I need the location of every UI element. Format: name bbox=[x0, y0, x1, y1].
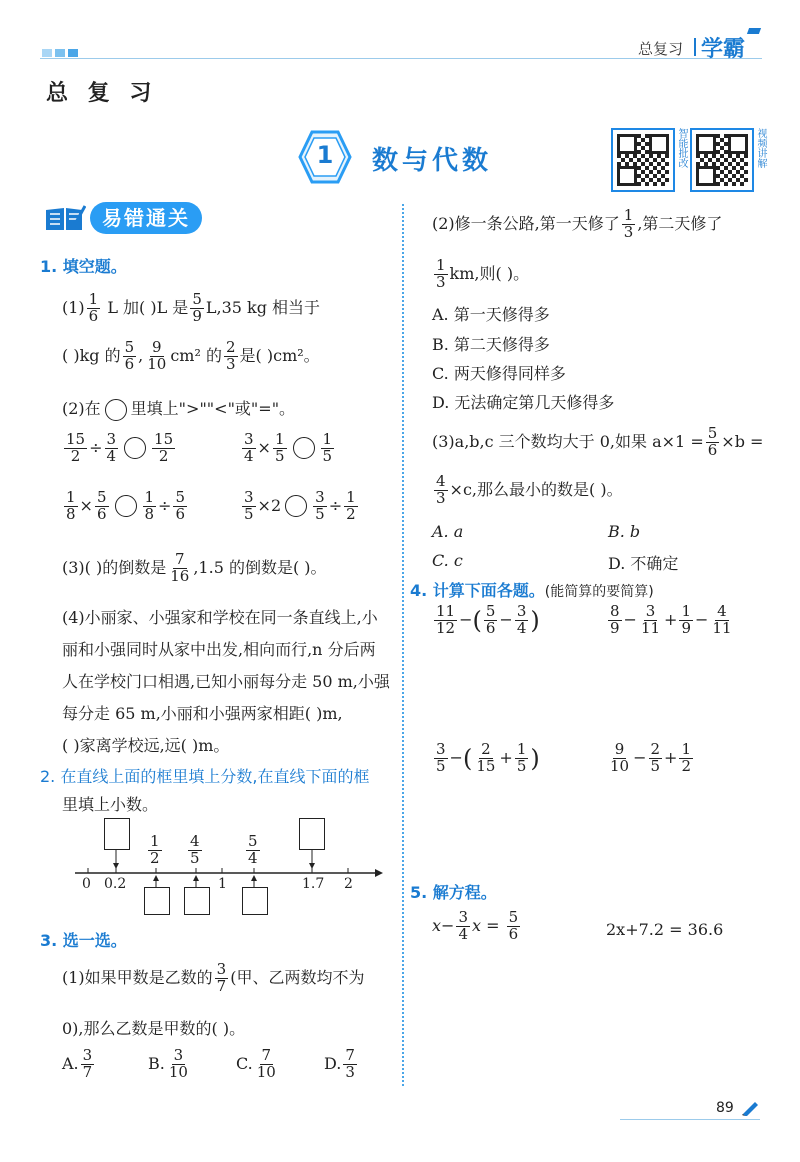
q4-heading bbox=[410, 578, 654, 601]
option-b[interactable]: B. bbox=[148, 1053, 165, 1073]
option-d[interactable]: D. bbox=[324, 1053, 342, 1073]
compare-circle bbox=[105, 399, 127, 421]
q3-p2-text3: km,则( )。 bbox=[449, 263, 530, 283]
qr-label-video: 视频讲解 bbox=[755, 128, 766, 168]
q4-note: (能简算的要简算) bbox=[544, 584, 654, 600]
q3-p3-line2: $\frac{4}{3}$ ×c,那么最小的数是( )。 bbox=[436, 472, 623, 507]
q1-p4-2: 丽和小强同时从家中出发,相向而行,n 分后两 bbox=[62, 640, 376, 659]
q3-opt3-c[interactable]: C. c bbox=[432, 551, 463, 570]
q1-p4-5: ( )家离学校远,远( )m。 bbox=[62, 736, 230, 755]
q3-opt3-b[interactable]: B. b bbox=[608, 522, 641, 541]
q3-p2-line1: (2)修一条公路,第一天修了 $\frac{1}{3}$ ,第二天修了 bbox=[432, 206, 723, 241]
banner-label: 易错通关 bbox=[90, 202, 202, 234]
fraction: $\frac{9}{10}$ bbox=[147, 338, 167, 373]
compare-circle[interactable] bbox=[115, 495, 137, 517]
q1-p1-text5: 是( )cm²。 bbox=[239, 345, 320, 365]
q3-p2-text: (2)修一条公路,第一天修了 bbox=[432, 213, 620, 233]
q3-p1-line2: 0),那么乙数是甲数的( )。 bbox=[62, 1019, 246, 1038]
qr-label-grading: 智能批改 bbox=[676, 128, 687, 168]
q3-opt3-d[interactable]: D. 不确定 bbox=[608, 554, 679, 573]
option-c[interactable]: C. bbox=[236, 1053, 253, 1073]
calc-4: $\frac{9}{10}$ − $\frac{2}{5}$ + $\frac{1}{2}$ bbox=[610, 740, 691, 775]
open-book-pencil-icon bbox=[44, 204, 86, 232]
option-a[interactable]: A. bbox=[62, 1053, 79, 1073]
equation-2: 2x+7.2 = 36.6 bbox=[606, 920, 724, 939]
q1-p1-comma: , bbox=[138, 345, 144, 365]
q2-heading-2: 里填上小数。 bbox=[62, 795, 159, 814]
q1-p1-text4: cm² 的 bbox=[170, 345, 222, 365]
q3-p3-text: (3)a,b,c 三个数均大于 0,如果 a×1 = bbox=[432, 431, 704, 451]
pencil-icon bbox=[740, 1100, 760, 1116]
fraction: $\frac{2}{3}$ bbox=[225, 338, 236, 373]
answer-box[interactable] bbox=[104, 818, 130, 850]
q1-p4-3: 人在学校门口相遇,已知小丽每分走 50 m,小强 bbox=[62, 672, 390, 691]
column-divider bbox=[402, 204, 404, 1086]
nl-frac-4-5: $\frac{4}{5}$ bbox=[190, 832, 200, 867]
q1-p3-text2: ,1.5 的倒数是( )。 bbox=[193, 557, 327, 577]
calc-1: $\frac{11}{12}$ −( $\frac{5}{6}$ − $\frac{3}{4}$ ) bbox=[436, 602, 540, 637]
nl-frac-1-2: $\frac{1}{2}$ bbox=[150, 832, 160, 867]
calc-3: $\frac{3}{5}$ −( $\frac{2}{15}$ + $\frac{1}{5}$ ) bbox=[436, 740, 540, 775]
q4-heading-text: 4. 计算下面各题。 bbox=[410, 581, 545, 600]
compare-row2-b: $\frac{3}{5}$ ×2 $\frac{3}{5}$ ÷ $\frac{1}{2}$ bbox=[244, 488, 356, 523]
q3-opt2-a[interactable]: A. 第一天修得多 bbox=[432, 305, 550, 324]
q1-p3: (3)( )的倒数是 $\frac{7}{16}$ ,1.5 的倒数是( )。 bbox=[62, 550, 327, 585]
compare-row2-a: $\frac{1}{8}$ × $\frac{5}{6}$ $\frac{1}{8}$ ÷ $\frac{5}{6}$ bbox=[66, 488, 185, 523]
q3-opt2-c[interactable]: C. 两天修得同样多 bbox=[432, 364, 566, 383]
qr-code-icon[interactable] bbox=[690, 128, 754, 192]
chapter-title: 数与代数 bbox=[372, 146, 493, 176]
compare-row1-b: $\frac{3}{4}$ × $\frac{1}{5}$ $\frac{1}{5}$ bbox=[244, 430, 333, 465]
q1-p4-1: (4)小丽家、小强家和学校在同一条直线上,小 bbox=[62, 608, 378, 627]
chapter-number: 1 bbox=[316, 141, 334, 169]
answer-box[interactable] bbox=[144, 887, 170, 915]
answer-box[interactable] bbox=[184, 887, 210, 915]
tick-1: 1 bbox=[218, 876, 227, 892]
q1-heading-text: 1. 填空题。 bbox=[40, 257, 127, 276]
tick-0-2: 0.2 bbox=[104, 876, 127, 892]
q1-p2 bbox=[62, 396, 295, 421]
fraction: $\frac{1}{6}$ bbox=[88, 290, 99, 325]
q1-p1-line2 bbox=[62, 340, 320, 373]
q1-p1-text2: L,35 kg 相当于 bbox=[205, 297, 321, 317]
footer-rule bbox=[620, 1119, 760, 1120]
q1-p4-4: 每分走 65 m,小丽和小强两家相距( )m, bbox=[62, 704, 343, 723]
q3-p1-text2: (甲、乙两数均不为 bbox=[230, 967, 365, 987]
q3-p1-text: (1)如果甲数是乙数的 bbox=[62, 967, 213, 987]
q3-heading: 3. 选一选。 bbox=[40, 931, 127, 950]
tick-1-7: 1.7 bbox=[302, 876, 325, 892]
q1-p1-label: (1) bbox=[62, 297, 85, 317]
compare-circle[interactable] bbox=[124, 437, 146, 459]
q1-heading bbox=[40, 254, 127, 277]
q1-p3-text: (3)( )的倒数是 bbox=[62, 557, 167, 577]
q2-heading-1: 2. 在直线上面的框里填上分数,在直线下面的框 bbox=[40, 767, 370, 786]
q1-p1-text: L 加( )L 是 bbox=[107, 297, 189, 317]
graduation-cap-icon bbox=[747, 28, 761, 34]
calc-2: $\frac{8}{9}$ − $\frac{3}{11}$ + $\frac{1}{9}$ − $\frac{4}{11}$ bbox=[610, 602, 732, 637]
answer-box[interactable] bbox=[242, 887, 268, 915]
tick-2: 2 bbox=[344, 876, 353, 892]
fraction: $\frac{5}{9}$ bbox=[192, 290, 202, 325]
header-brand: 学霸 bbox=[701, 37, 746, 62]
qr-code-icon[interactable] bbox=[611, 128, 675, 192]
q3-p2-line2: $\frac{1}{3}$ km,则( )。 bbox=[436, 256, 530, 291]
header-divider bbox=[694, 38, 696, 56]
q1-p2-label: (2)在 bbox=[62, 399, 101, 418]
q5-heading: 5. 解方程。 bbox=[410, 883, 497, 902]
q1-p1-text3: ( )kg 的 bbox=[62, 345, 121, 365]
compare-circle[interactable] bbox=[285, 495, 307, 517]
page-number: 89 bbox=[716, 1100, 734, 1116]
q1-p1-line1 bbox=[62, 292, 320, 325]
q3-opt2-b[interactable]: B. 第二天修得多 bbox=[432, 335, 550, 354]
q3-p1-line1: (1)如果甲数是乙数的 $\frac{3}{7}$ (甲、乙两数均不为 bbox=[62, 960, 365, 995]
compare-circle[interactable] bbox=[293, 437, 315, 459]
fraction: $\frac{5}{6}$ bbox=[124, 338, 135, 373]
chapter-badge bbox=[298, 130, 352, 184]
tick-0: 0 bbox=[82, 876, 91, 892]
answer-box[interactable] bbox=[299, 818, 325, 850]
page-title: 总 复 习 bbox=[46, 81, 158, 106]
compare-row1-a: $\frac{15}{2}$ ÷ $\frac{3}{4}$ $\frac{15}{2}$ bbox=[66, 430, 174, 465]
q1-p2-text: 里填上">""<"或"="。 bbox=[130, 399, 296, 418]
q3-opt2-d[interactable]: D. 无法确定第几天修得多 bbox=[432, 393, 615, 412]
q3-p3-line1: (3)a,b,c 三个数均大于 0,如果 a×1 = $\frac{5}{6}$ ×b = bbox=[432, 424, 764, 459]
nl-frac-5-4: $\frac{5}{4}$ bbox=[248, 832, 258, 867]
header-section: 总复习 bbox=[638, 40, 684, 58]
q3-p3-text2: ×b = bbox=[721, 431, 764, 451]
q3-opt3-a[interactable]: A. a bbox=[432, 522, 464, 541]
q3-p3-text3: ×c,那么最小的数是( )。 bbox=[449, 479, 623, 499]
equation-1: x− $\frac{3}{4}$ x = $\frac{5}{6}$ bbox=[432, 908, 519, 943]
q3-p2-text2: ,第二天修了 bbox=[637, 213, 723, 233]
